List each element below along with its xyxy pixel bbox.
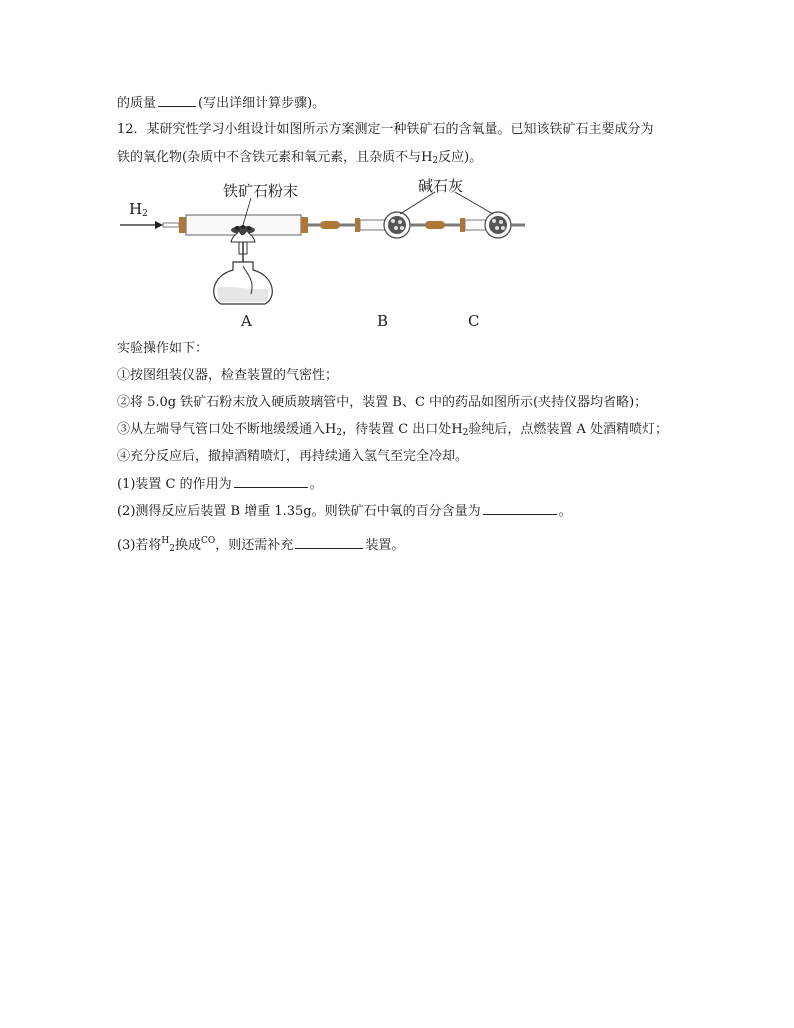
procedure-step-4: ④充分反应后，撤掉酒精喷灯，再持续通入氢气至完全冷却。 [117,449,469,464]
stopper-c-left [460,218,465,232]
sub-question-1 [117,474,323,494]
hydrogen-symbol-2: H [451,422,463,437]
rubber-joint-ab [320,221,340,229]
procedure-heading: 实验操作如下： [117,341,209,356]
q1-answer-blank[interactable] [234,474,308,488]
question-12-intro-line2 [117,149,482,170]
soda-lime-label: 碱石灰 [418,177,464,195]
q3-answer-blank[interactable] [295,535,363,549]
q3-subscript: 2 [169,544,176,554]
sub-question-3 [117,532,404,558]
gas-label [129,200,148,219]
procedure-step-2: ②将 5.0g 铁矿石粉末放入硬质玻璃管中，装置 B、C 中的药品如图所示(夹持仪器均省略)； [117,395,648,410]
procedure-step-3 [117,421,668,442]
soda-lime-b [388,216,406,234]
q1-text: (1)装置 C 的作用为 [117,477,232,492]
stopper-right-a [301,217,308,233]
answer-blank[interactable] [158,93,196,107]
hydrogen-symbol: H [325,422,337,437]
tail-text: 的质量 [117,96,157,111]
question-intro-text: 某研究性学习小组设计如图所示方案测定一种铁矿石的含氧量。已知该铁矿石主要成分为 [146,122,654,137]
sub-question-2 [117,501,572,521]
q3-text-a: (3)若将 [117,538,162,553]
rubber-joint-bc [425,221,445,229]
question-intro-text-2: 铁的氧化物(杂质中不含铁元素和氧元素，且杂质不与 [117,150,422,165]
subscript: 2 [336,428,343,438]
previous-question-tail [117,93,325,113]
q2-answer-blank[interactable] [483,501,557,515]
q3-text-c: ，则还需补充 [215,538,294,553]
subscript: 2 [432,156,439,166]
gas-sub: 2 [142,209,148,219]
question-number: 12． [117,122,147,137]
label-b: B [377,312,389,330]
tail-text-post: (写出详细计算步骤)。 [198,96,326,111]
soda-lime-c [489,216,507,234]
q3-co-symbol: CO [201,536,216,546]
q3-hydrogen-symbol: H [161,536,170,546]
question-intro-text-3: 反应)。 [438,150,483,165]
tube-c-neck [465,220,487,230]
q2-text: (2)测得反应后装置 B 增重 1.35g。则铁矿石中氧的百分含量为 [117,504,481,519]
ore-label: 铁矿石粉末 [223,182,299,200]
inlet-pipe [163,223,179,227]
stopper-b-left [355,218,360,232]
burner-fuel [217,287,269,302]
gas-h: H [129,200,143,218]
tube-b-neck [360,220,386,230]
subscript-2: 2 [462,428,469,438]
step3-text-a: ③从左端导气管口处不断地缓缓通入 [117,422,326,437]
stopper-left-a [179,217,186,233]
step3-text-b: ，待装置 C 出口处 [342,422,452,437]
q3-text-b: 换成 [175,538,202,553]
q3-end: 装置。 [365,538,405,553]
apparatus-diagram [115,170,535,340]
label-a: A [241,312,252,330]
question-12-intro-line1 [117,121,654,139]
step3-text-c: 验纯后，点燃装置 A 处酒精喷灯； [468,422,669,437]
q2-end: 。 [558,504,572,519]
label-c: C [468,312,480,330]
procedure-step-1: ①按图组装仪器，检查装置的气密性； [117,368,339,383]
q1-end: 。 [309,477,323,492]
arrow-head [155,221,163,229]
hydrogen-symbol: H [421,150,433,165]
